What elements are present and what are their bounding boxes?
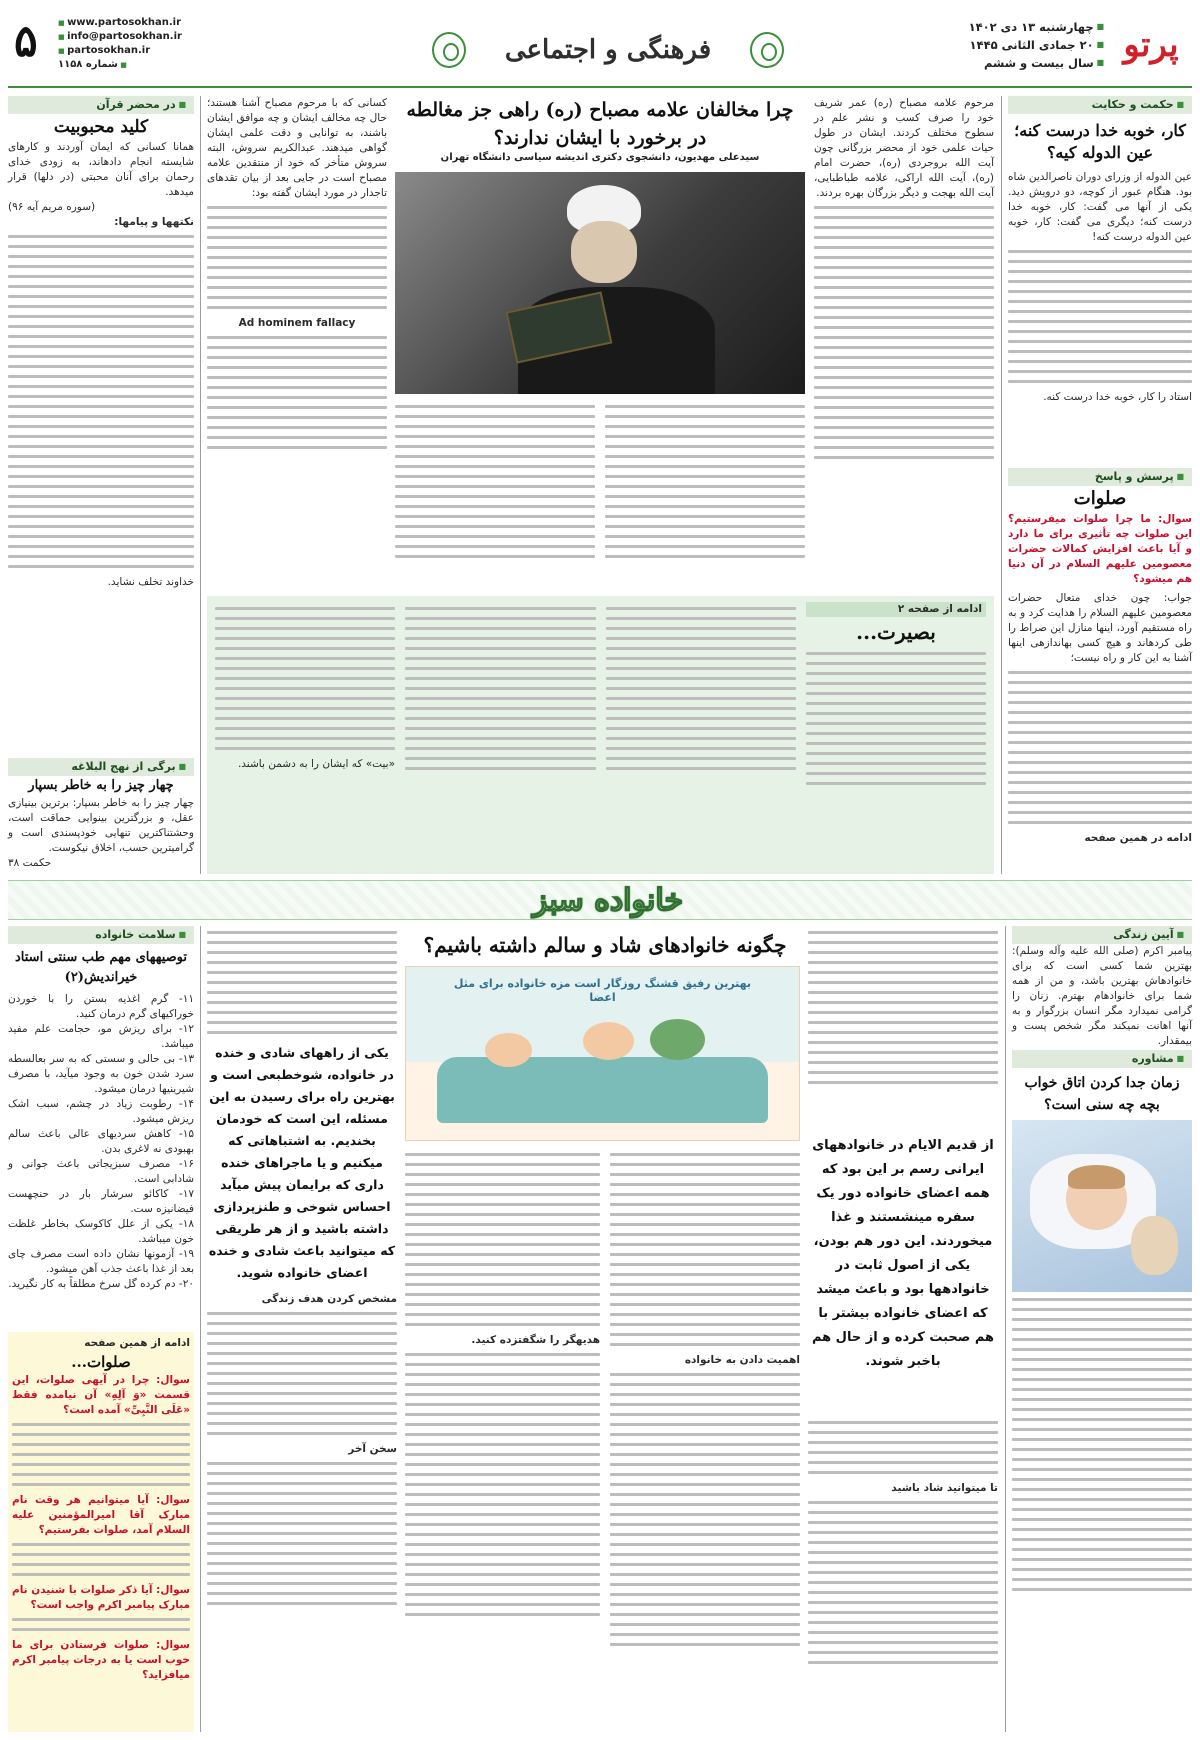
column-ayin-zendegi bbox=[1012, 926, 1192, 1047]
verse-text: همانا کسانی که ایمان آوردند و کارهای شایسته انجام دادهاند، به زودی خدای رحمان برای آنان محبتی (در دلها) قرار میدهد. bbox=[8, 141, 194, 198]
nahj-ref: حکمت ۳۸ bbox=[8, 857, 52, 869]
health-item: ۱۹- آزمونها نشان داده است مصرف چای بعد از غذا باعث جذب آهن میشود. bbox=[8, 1248, 194, 1275]
website-link[interactable]: ■ www.partosokhan.ir bbox=[58, 16, 208, 30]
main-col-2 bbox=[605, 400, 805, 590]
family-col-c bbox=[405, 1148, 600, 1732]
article-text: کسانی که با مرحوم مصباح آشنا هستند؛ حال چه مخالف ایشان و چه موافق ایشان باشند، به توانایی و دقت علمی ایشان گواهی میدهند. عبدالکریم سروش، البته سروش متأخر که خود از منتقدین علامه مصباح است در جایی بعد از بیان تقدهای تاجدار در مورد ایشان گفته بود: bbox=[207, 97, 387, 199]
question-text: سوال: ما چرا صلوات میفرستیم؟ این صلوات چه تأثیری برای ما دارد و آیا باعث افزایش کمالات حضرات معصومین علیهم السلام در آن دنیا هم میشود؟ bbox=[1008, 513, 1192, 585]
question-text: سوال: صلوات فرستادن برای ما خوب است یا به درجات پیامبر اکرم میافزاید؟ bbox=[12, 1639, 190, 1681]
subhead: هدیهگر را شگفتزده کنید. bbox=[471, 1334, 600, 1346]
column-salamat bbox=[8, 926, 194, 1326]
main-col-4 bbox=[207, 96, 387, 590]
text-lines bbox=[1008, 671, 1192, 824]
nahj-text: چهار چیز را به خاطر بسپار: برترین بینیازی عقل، و بزرگترین بینوایی حماقت است، وحشتناکترین تنهایی خودپسندی است و گرامیترین حسب، اخلاق نیکوست. bbox=[8, 797, 194, 854]
column-hekmat bbox=[1008, 96, 1192, 461]
basirat-end: «بیت» که ایشان را به دشمن باشند. bbox=[237, 758, 395, 770]
continue-label: ادامه از صفحه ۲ bbox=[806, 602, 986, 617]
column-moshavere bbox=[1012, 1050, 1192, 1732]
date-line: ■ چهارشنبه ۱۳ دی ۱۴۰۲ bbox=[924, 18, 1104, 36]
photo-allameh-mesbah bbox=[395, 172, 805, 394]
section-tag: ■ برگی از نهج البلاغه bbox=[8, 758, 194, 776]
subhead: مشخص کردن هدف زندگی bbox=[261, 1293, 397, 1305]
health-item: ۱۷- کاکائو سرشار بار در حنچهست فیضانیزه ست. bbox=[8, 1188, 194, 1215]
family-col-d bbox=[207, 926, 397, 1732]
subhead: سخن آخر bbox=[348, 1443, 397, 1455]
question-text: سوال: چرا در آیهی صلوات، این قسمت «وَ آلِهِ» آن نیامده فقط «عَلَی النَّبِیِّ» آمده است؟ bbox=[12, 1374, 190, 1416]
column-porsesh bbox=[1008, 468, 1192, 874]
column-mahzar-quran bbox=[8, 96, 194, 752]
photo-sleeping-baby bbox=[1012, 1120, 1192, 1292]
column-headline: صلوات... bbox=[71, 1353, 131, 1371]
health-item: ۲۰- دم کرده گل سرخ مطلقاً به کار نگیرید. bbox=[8, 1278, 194, 1290]
column-salavat-continued bbox=[8, 1332, 194, 1732]
column-rule bbox=[1005, 926, 1006, 1732]
section-tag: ■ آیین زندگی bbox=[1012, 926, 1192, 944]
basirat-box bbox=[207, 596, 994, 874]
section-title: فرهنگی و اجتماعی bbox=[504, 35, 712, 65]
instagram-link[interactable]: ■ partosokhan.ir bbox=[58, 44, 208, 58]
column-headline: زمان جدا کردن اتاق خواب بچه چه سنی است؟ bbox=[1024, 1075, 1180, 1113]
column-headline: کلید محبوبیت bbox=[53, 117, 149, 137]
illustration-happy-family bbox=[405, 966, 800, 1141]
family-col-a bbox=[808, 926, 998, 1126]
column-nahj bbox=[8, 758, 194, 874]
date-block bbox=[924, 18, 1104, 72]
section-tag: ■ سلامت خانواده bbox=[8, 926, 194, 944]
date-line: ■ سال بیست و ششم bbox=[924, 54, 1104, 72]
continue-note: ادامه در همین صفحه bbox=[1084, 832, 1192, 844]
section-tag: ■ حکمت و حکایت bbox=[1008, 96, 1192, 114]
email-link[interactable]: ■ info@partosokhan.ir bbox=[58, 30, 208, 44]
column-headline: صلوات bbox=[1073, 488, 1127, 509]
section-tag: ■ در محضر قرآن bbox=[8, 96, 194, 114]
family-headline: چگونه خانوادهای شاد و سالم داشته باشیم؟ bbox=[423, 933, 787, 957]
hadith-text: پیامبر اکرم (صلی الله علیه وآله وسلم): بهترین شما کسی است که برای خانوادهاش بهترین باشد، و من از همه شما برای خانوادهام بهترم. زنان را گرامی نمیدارد مگر انسان بزرگوار و به آنها اهانت نمیکند مگر شخص پست و بیمقدار. bbox=[1012, 945, 1192, 1047]
section-banner bbox=[438, 26, 778, 74]
contact-block bbox=[58, 16, 208, 72]
column-rule bbox=[200, 96, 201, 874]
verse-ref: (سوره مریم آیه ۹۶) bbox=[8, 201, 96, 213]
column-text-end: استاد را کار، خوبه خدا درست کنه. bbox=[1043, 391, 1192, 403]
health-item: ۱۸- یکی از علل کاکوسک بخاطر غلظت خون میباشد. bbox=[8, 1218, 194, 1245]
logo-text: پرتو bbox=[1123, 25, 1179, 65]
pull-quote-2: یکی از راههای شادی و خنده در خانواده، شوخطبعی است و بهترین راه برای رسیدن به این مسئله، این است که خودمان بخندیم. به اشتباهاتی که میکنیم و یا ماجراهای خنده داری که برایمان پیش میآید احساس شوخی و طنزپردازی داشته باشید و از هر طریقی که میتوانید باعث شادی و خنده اعضای خانواده شوید. bbox=[208, 1045, 396, 1280]
question-text: سوال: آیا ذکر صلوات با شنیدن نام مبارک پیامبر اکرم واجب است؟ bbox=[12, 1584, 190, 1611]
column-rule bbox=[200, 926, 201, 1732]
text-lines bbox=[1008, 250, 1192, 383]
answer-text: جواب: چون خدای متعال حضرات معصومین علیهم السلام را هدایت کرد و به راه مستقیم آورد، اینها منازل این صراط را طی کردهاند و هیچ کسی بهاندازهی اینها آشنا به این کار و راه نیست؛ bbox=[1008, 592, 1192, 664]
section-tag: ■ پرسش و پاسخ bbox=[1008, 468, 1192, 486]
pull-quote-1: از قدیم الایام در خانوادههای ایرانی رسم بر این بود که همه اعضای خانواده دور یک سفره مینشستند و غذا میخوردند. این دور هم بودن، یکی از اصول ثابت در خانوادهها بود و باعث میشد که اعضای خانواده بیشتر با هم صحبت کرده و از حال هم باخبر شوند. bbox=[811, 1138, 995, 1369]
section-tag: ■ مشاوره bbox=[1012, 1050, 1192, 1068]
continue-label: ادامه از همین صفحه bbox=[84, 1337, 190, 1349]
article-text: مرحوم علامه مصباح (ره) عمر شریف خود را صرف کسب و نشر علم در سطوح مختلف کردند. ایشان در طول حیات علمی خود از محضر بزرگانی چون آیت الله بروجردی (ره)، حضرت امام (ره)، آیت الله اراکی، علامه طباطبایی، آیت الله بهجت و دیگر بزرگان بهره بردند. bbox=[814, 97, 994, 199]
notes-title: نکتهها و پیامها: bbox=[114, 216, 194, 228]
health-item: ۱۱- گرم اغذیه بستن را با خوردن خوراکیهای گرم درمان کنید. bbox=[8, 993, 194, 1020]
end-note: خداوند تخلف نشاید. bbox=[107, 576, 194, 588]
issue-number: ■ شماره ۱۱۵۸ bbox=[58, 58, 208, 72]
family-section-band bbox=[8, 880, 1192, 920]
illustration-caption: بهترین رفیق قشنگ روزگار است مزه خانواده برای مثل اعضا bbox=[453, 977, 752, 1005]
column-rule bbox=[1001, 96, 1002, 874]
main-col-1 bbox=[814, 96, 994, 590]
subhead: تا میتوانید شاد باشید bbox=[891, 1482, 998, 1494]
logo bbox=[1116, 12, 1186, 82]
main-headline: چرا مخالفان علامه مصباح (ره) راهی جز مغالطه در برخورد با ایشان ندارند؟ bbox=[406, 99, 794, 149]
family-section-title: خانواده سبز bbox=[532, 883, 684, 918]
health-item: ۱۳- بی حالی و سستی که به سر بعالسطه سرد شدن خون به وجود میآید، با مصرف شیرینیها درمان میشود. bbox=[8, 1053, 194, 1095]
column-headline: کار، خوبه خدا درست کنه؛ عین الدوله کیه؟ bbox=[1014, 121, 1186, 162]
date-line: ■ ۲۰ جمادی الثانی ۱۴۴۵ bbox=[924, 36, 1104, 54]
health-item: ۱۶- مصرف سبزیجاتی باعث جوانی و شادابی است. bbox=[8, 1158, 194, 1185]
question-text: سوال: آیا میتوانیم هر وقت نام مبارک آقا امیرالمؤمنین علیه السلام آمد، صلوات بفرستیم؟ bbox=[12, 1494, 190, 1536]
page-number: ۵ bbox=[14, 16, 38, 67]
health-item: ۱۵- کاهش سردیهای عالی باعث سالم بهبودی نه لاغری بدن. bbox=[8, 1128, 194, 1155]
ornament-icon bbox=[750, 32, 784, 68]
column-text: عین الدوله از وزرای دوران ناصرالدین شاه بود. هنگام عبور از کوچه، دو درویش دید. یکی از آنها می گفت: کار، خوبه خدا درست کنه؛ دیگری می گفت: کار، خوبه عین الدوله درست کنه! bbox=[1008, 171, 1192, 243]
health-item: ۱۲- برای ریزش مو، حجامت علم مفید میباشد. bbox=[8, 1023, 194, 1050]
masthead bbox=[8, 8, 1192, 88]
text-lines bbox=[814, 206, 994, 459]
column-headline: چهار چیز را به خاطر بسپار bbox=[28, 778, 174, 793]
family-col-a2 bbox=[808, 1416, 998, 1732]
ornament-icon bbox=[432, 32, 466, 68]
column-headline: توصیههای مهم طب سنتی استاد خیراندیش(۲) bbox=[15, 950, 187, 985]
latin-term: Ad hominem fallacy bbox=[238, 317, 356, 329]
main-byline: سیدعلی مهدیون، دانشجوی دکتری اندیشه سیاسی دانشگاه تهران bbox=[440, 152, 760, 163]
subhead: اهمیت دادن به خانواده bbox=[684, 1354, 800, 1366]
basirat-title: بصیرت... bbox=[856, 620, 936, 644]
family-col-b bbox=[610, 1148, 800, 1732]
health-item: ۱۴- رطوبت زیاد در چشم، سبب اشک ریزش میشود. bbox=[8, 1098, 194, 1125]
main-col-3 bbox=[395, 400, 595, 590]
